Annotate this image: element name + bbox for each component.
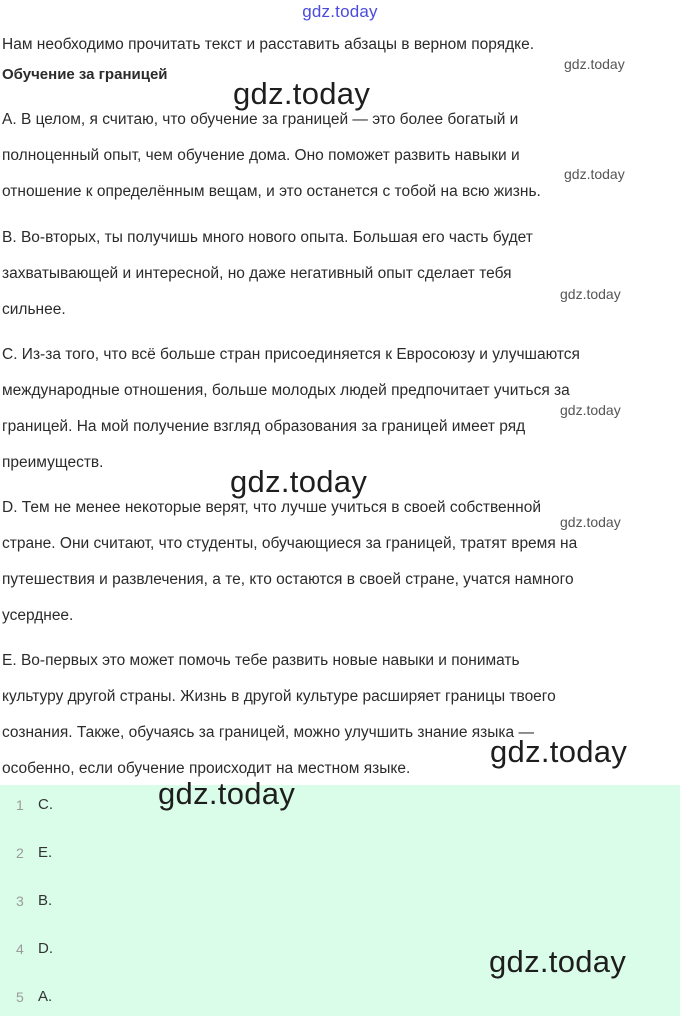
watermark: gdz.today bbox=[233, 76, 371, 111]
answer-value: A. bbox=[38, 988, 53, 1005]
answer-number: 5 bbox=[16, 989, 24, 1005]
paragraph-b bbox=[2, 220, 678, 328]
answer-value: C. bbox=[38, 796, 53, 813]
paragraph-line: культуру другой страны. Жизнь в другой культуре расширяет границы твоего bbox=[2, 688, 556, 705]
paragraph-a bbox=[2, 102, 678, 210]
watermark: gdz.today bbox=[489, 944, 627, 979]
paragraph-line: границей. На мой получение взгляд образования за границей имеет ряд bbox=[2, 418, 526, 435]
paragraph-line: E. Во-первых это может помочь тебе развить новые навыки и понимать bbox=[2, 652, 520, 669]
paragraph-line: C. Из-за того, что всё больше стран присоединяется к Евросоюзу и улучшаются bbox=[2, 346, 580, 363]
paragraph-line: полноценный опыт, чем обучение дома. Оно поможет развить навыки и bbox=[2, 147, 520, 164]
paragraph-line: захватывающей и интересной, но даже негативный опыт сделает тебя bbox=[2, 265, 512, 282]
site-logo: gdz.today bbox=[302, 2, 378, 21]
paragraph-line: отношение к определённым вещам, и это останется с тобой на всю жизнь. bbox=[2, 183, 541, 200]
paragraph-line: стране. Они считают, что студенты, обучающиеся за границей, тратят время на bbox=[2, 535, 578, 552]
answer-block bbox=[0, 785, 680, 1016]
answer-number: 1 bbox=[16, 797, 24, 813]
answer-number: 2 bbox=[16, 845, 24, 861]
watermark: gdz.today bbox=[564, 166, 625, 182]
task-instruction: Нам необходимо прочитать текст и расставить абзацы в верном порядке. bbox=[2, 36, 535, 53]
watermark: gdz.today bbox=[230, 464, 368, 499]
answer-value: E. bbox=[38, 844, 53, 861]
watermark: gdz.today bbox=[158, 776, 296, 811]
text-title: Обучение за границей bbox=[2, 66, 168, 83]
answer-number: 3 bbox=[16, 893, 24, 909]
paragraph-line: B. Во-вторых, ты получишь много нового опыта. Большая его часть будет bbox=[2, 229, 533, 246]
paragraph-line: усерднее. bbox=[2, 607, 74, 624]
paragraph-d bbox=[2, 490, 678, 634]
paragraph-line: сильнее. bbox=[2, 301, 66, 318]
watermark: gdz.today bbox=[564, 56, 625, 72]
answer-value: B. bbox=[38, 892, 53, 909]
paragraph-line: D. Тем не менее некоторые верят, что лучше учиться в своей собственной bbox=[2, 499, 542, 516]
paragraph-line: путешествия и развлечения, а те, кто остаются в своей стране, учатся намного bbox=[2, 571, 574, 588]
watermark: gdz.today bbox=[560, 286, 621, 302]
paragraph-line: сознания. Также, обучаясь за границей, можно улучшить знание языка — bbox=[2, 724, 534, 741]
watermark: gdz.today bbox=[560, 402, 621, 418]
paragraph-line: особенно, если обучение происходит на местном языке. bbox=[2, 760, 411, 777]
watermark: gdz.today bbox=[490, 734, 628, 769]
paragraph-line: A. В целом, я считаю, что обучение за границей — это более богатый и bbox=[2, 111, 519, 128]
paragraph-line: преимуществ. bbox=[2, 454, 104, 471]
answer-number: 4 bbox=[16, 941, 24, 957]
answer-value: D. bbox=[38, 940, 53, 957]
watermark: gdz.today bbox=[560, 514, 621, 530]
paragraph-line: международные отношения, больше молодых людей предпочитает учиться за bbox=[2, 382, 570, 399]
